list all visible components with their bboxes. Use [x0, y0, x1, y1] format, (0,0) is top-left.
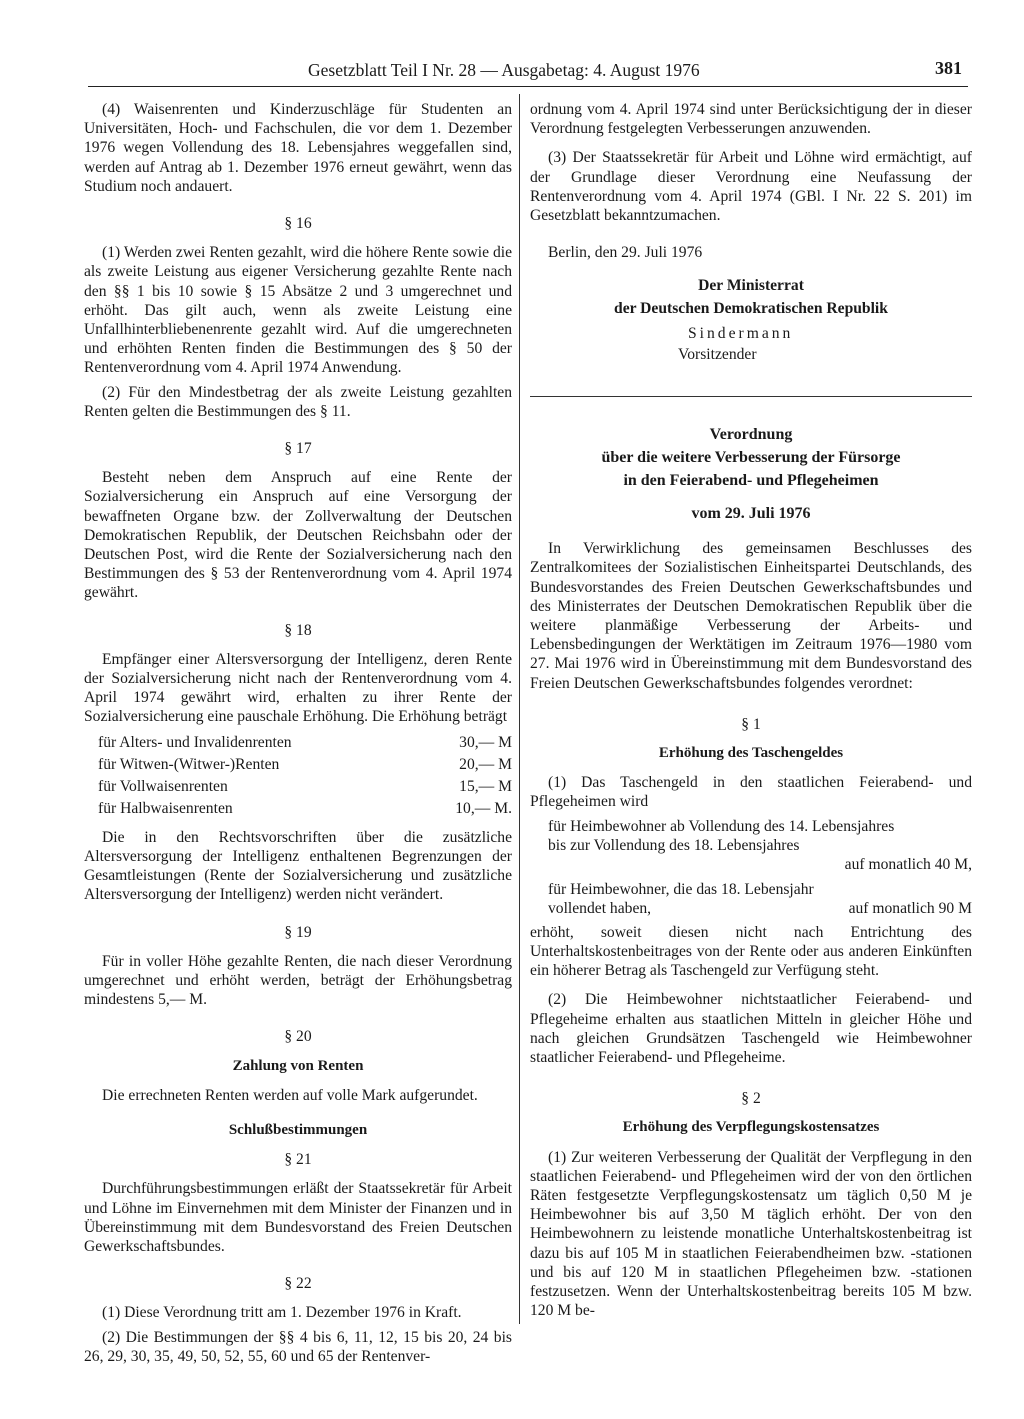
table-row — [84, 798, 512, 820]
paragraph-1-1-after: erhöht, soweit diesen nicht nach Entrichtung des Unterhaltskostenbeitrages von der Rente oder aus anderen Einkünften ein höherer Betrag als Taschengeld zur Verfügung steht. — [530, 923, 972, 980]
council-line-1: Der Ministerrat — [698, 277, 804, 295]
rate-label: für Alters- und Invalidenrenten — [98, 733, 292, 751]
section-rule — [530, 396, 972, 397]
paragraph-15-4: (4) Waisenrenten und Kinderzuschläge für Studenten an Universitäten, Hoch- und Fachschulen, die vor dem 1. Dezember 1976 wegen Vollendung des 18. Lebensjahres weggefallen sind, werden auf Antrag ab 1. Dezember 1976 erneut gewährt, wenn das Studium noch andauert. — [84, 101, 512, 195]
paragraph-1-2: (2) Die Heimbewohner nichtstaatlicher Feierabend- und Pflegeheime erhalten aus staatlichen Mitteln in gleicher Höhe und nach gleichen Grundsätzen Taschengeld wie Heimbewohner staatlicher Feierabend- und Pflegeheime. — [530, 991, 972, 1066]
rate-amount: 20,— M — [459, 755, 512, 773]
table-row — [84, 776, 512, 798]
section-2-title: Erhöhung des Verpflegungskostensatzes — [622, 1119, 880, 1136]
paragraph-1-1: (1) Das Taschengeld in den staatlichen Feierabend- und Pflegeheimen wird — [530, 774, 972, 811]
council-line-2: der Deutschen Demokratischen Republik — [614, 299, 888, 317]
benefit-text: für Heimbewohner, die das 18. Lebensjahr — [548, 881, 814, 899]
signer-role: Vorsitzender — [678, 346, 757, 364]
section-18-heading: § 18 — [284, 621, 312, 639]
right-column — [530, 100, 972, 1325]
section-16-heading: § 16 — [284, 215, 312, 233]
rate-amount: 15,— M — [459, 777, 512, 795]
section-21-heading: § 21 — [284, 1151, 312, 1169]
pension-rates-table — [84, 732, 512, 820]
paragraph-22-1: (1) Diese Verordnung tritt am 1. Dezember 1976 in Kraft. — [102, 1304, 462, 1322]
benefit-item — [530, 880, 972, 918]
rate-label: für Witwen-(Witwer-)Renten — [98, 755, 280, 773]
table-row — [84, 732, 512, 754]
place-date: Berlin, den 29. Juli 1976 — [548, 244, 703, 262]
rate-label: für Vollwaisenrenten — [98, 777, 228, 795]
benefit-text: bis zur Vollendung des 18. Lebensjahres — [548, 836, 800, 854]
benefit-text: für Heimbewohner ab Vollendung des 14. Lebensjahres — [548, 817, 895, 835]
decree-title-2: über die weitere Verbesserung der Fürsorge — [601, 449, 901, 467]
paragraph-18: Empfänger einer Altersversorgung der Intelligenz, deren Rente der Sozialversicherung nicht nach der Rentenverordnung vom 4. April 1974 gewährt wird, erhalten zu ihrer Rente der Sozialversicherung eine pauschale Erhöhung. Die Erhöhung beträgt — [84, 650, 512, 726]
paragraph-22-2-continued: ordnung vom 4. April 1974 sind unter Berücksichtigung der in dieser Verordnung festgelegten Verbesserungen anzuwenden. — [530, 101, 972, 138]
section-1-title: Erhöhung des Taschengeldes — [658, 745, 844, 762]
benefit-amount: auf monatlich 40 M, — [844, 856, 972, 874]
paragraph-17: Besteht neben dem Anspruch auf eine Rente der Sozialversicherung ein Anspruch auf eine Versorgung der bewaffneten Organe bzw. der Zollverwaltung der Deutschen Demokratischen Republik, der Deutschen Reichsbahn oder der Deutschen Post, wird die Rente der Sozialversicherung nach den Bestimmungen des § 53 der Rentenverordnung vom 4. April 1974 gewährt. — [84, 469, 512, 602]
benefit-row — [548, 899, 972, 918]
rate-amount: 10,— M. — [455, 799, 512, 817]
paragraph-21: Durchführungsbestimmungen erläßt der Staatssekretär für Arbeit und Löhne im Einvernehmen mit dem Minister der Finanzen und in Übereinstimmung mit dem Bundesvorstand des Freien Deutschen Gewerkschaftsbundes. — [84, 1180, 512, 1255]
page-header — [88, 56, 968, 87]
section-2-heading: § 2 — [741, 1090, 761, 1108]
signer-name: Sindermann — [688, 324, 794, 342]
left-column — [84, 100, 512, 1371]
section-19-heading: § 19 — [284, 923, 312, 941]
paragraph-18-after: Die in den Rechtsvorschriften über die zusätzliche Altersversorgung der Intelligenz enthaltenen Begrenzungen der Gesamtleistungen (Rente der Sozialversicherung und zusätzliche Altersversorgung der Intelligenz) werden nicht verändert. — [84, 828, 512, 904]
section-20-title: Zahlung von Renten — [232, 1057, 364, 1074]
section-22-heading: § 22 — [284, 1275, 312, 1293]
benefit-amount: auf monatlich 90 M — [848, 900, 972, 918]
paragraph-22-2: (2) Die Bestimmungen der §§ 4 bis 6, 11, 12, 15 bis 20, 24 bis 26, 29, 30, 35, 49, 50, 52, 55, 60 und 65 der Rentenver- — [84, 1328, 512, 1365]
paragraph-19: Für in voller Höhe gezahlte Renten, die nach dieser Verordnung umgerechnet und erhöht werden, beträgt der Erhöhungsbetrag mindestens 5,— M. — [84, 952, 512, 1009]
section-17-heading: § 17 — [284, 440, 312, 458]
paragraph-22-3: (3) Der Staatssekretär für Arbeit und Löhne wird ermächtigt, auf der Grundlage dieser Verordnung eine Neufassung der Rentenverordnung vom 4. April 1974 (GBl. I Nr. 22 S. 201) im Gesetzblatt bekanntzumachen. — [530, 149, 972, 225]
section-1-heading: § 1 — [741, 715, 761, 733]
decree-date: vom 29. Juli 1976 — [691, 505, 811, 523]
decree-title-1: Verordnung — [709, 426, 793, 444]
rate-amount: 30,— M — [459, 733, 512, 751]
benefit-text: vollendet haben, — [548, 900, 652, 918]
benefit-item — [530, 817, 972, 875]
rate-label: für Halbwaisenrenten — [98, 799, 233, 817]
preamble: In Verwirklichung des gemeinsamen Beschlusses des Zentralkomitees der Sozialistischen Einheitspartei Deutschlands, des Bundesvorstandes des Freien Deutschen Gewerkschaftsbundes und des Ministerrates der Deutschen Demokratischen Republik über die weitere planmäßige Verbesserung der Arbeits- und Lebensbedingungen der Werktätigen im Zeitraum 1976—1980 vom 27. Mai 1976 wird in Übereinstimmung mit dem Bundesvorstand des Freien Deutschen Gewerkschaftsbundes folgendes verordnet: — [530, 540, 972, 692]
column-divider — [519, 94, 520, 1324]
header-title: Gesetzblatt Teil I Nr. 28 — Ausgabetag: 4. August 1976 — [308, 60, 700, 80]
final-provisions-title: Schlußbestimmungen — [228, 1121, 368, 1138]
section-20-heading: § 20 — [284, 1028, 312, 1046]
table-row — [84, 754, 512, 776]
paragraph-16-2: (2) Für den Mindestbetrag der als zweite Leistung gezahlten Renten gelten die Bestimmungen des § 11. — [84, 383, 512, 420]
page-number: 381 — [935, 58, 962, 78]
paragraph-20: Die errechneten Renten werden auf volle Mark aufgerundet. — [102, 1086, 478, 1104]
paragraph-2-1: (1) Zur weiteren Verbesserung der Qualität der Verpflegung in den staatlichen Feierabend- und Pflegeheimen wird der von den örtlichen Räten festgesetzte Verpflegungskostensatz um täglich 0,50 M je Heimbewohner bis auf 3,50 M täglich erhöht. Der von den Heimbewohnern zu leistende monatliche Unterhaltskostenbeitrag ist dazu bis auf 105 M in staatlichen Feierabendheimen bzw. -stationen und bis auf 120 M in staatlichen Pflegeheimen bzw. -stationen festzusetzen. Wenn der Unterhaltskostenbeitrag bereits 105 M bzw. 120 M be- — [530, 1148, 972, 1320]
decree-title-3: in den Feierabend- und Pflegeheimen — [623, 472, 879, 490]
paragraph-16-1: (1) Werden zwei Renten gezahlt, wird die höhere Rente sowie die als zweite Leistung aus eigener Versicherung gezahlte Rente nach den §§ 1 bis 10 sowie § 15 Absätze 2 und 3 umgerechnet und erhöht. Das gilt auch, wenn als zweite Leistung eine Unfallhinterbliebenenrente gezahlt wird. Auf die umgerechneten und erhöhten Renten finden die Bestimmungen des § 50 der Rentenverordnung vom 4. April 1974 Anwendung. — [84, 244, 512, 377]
